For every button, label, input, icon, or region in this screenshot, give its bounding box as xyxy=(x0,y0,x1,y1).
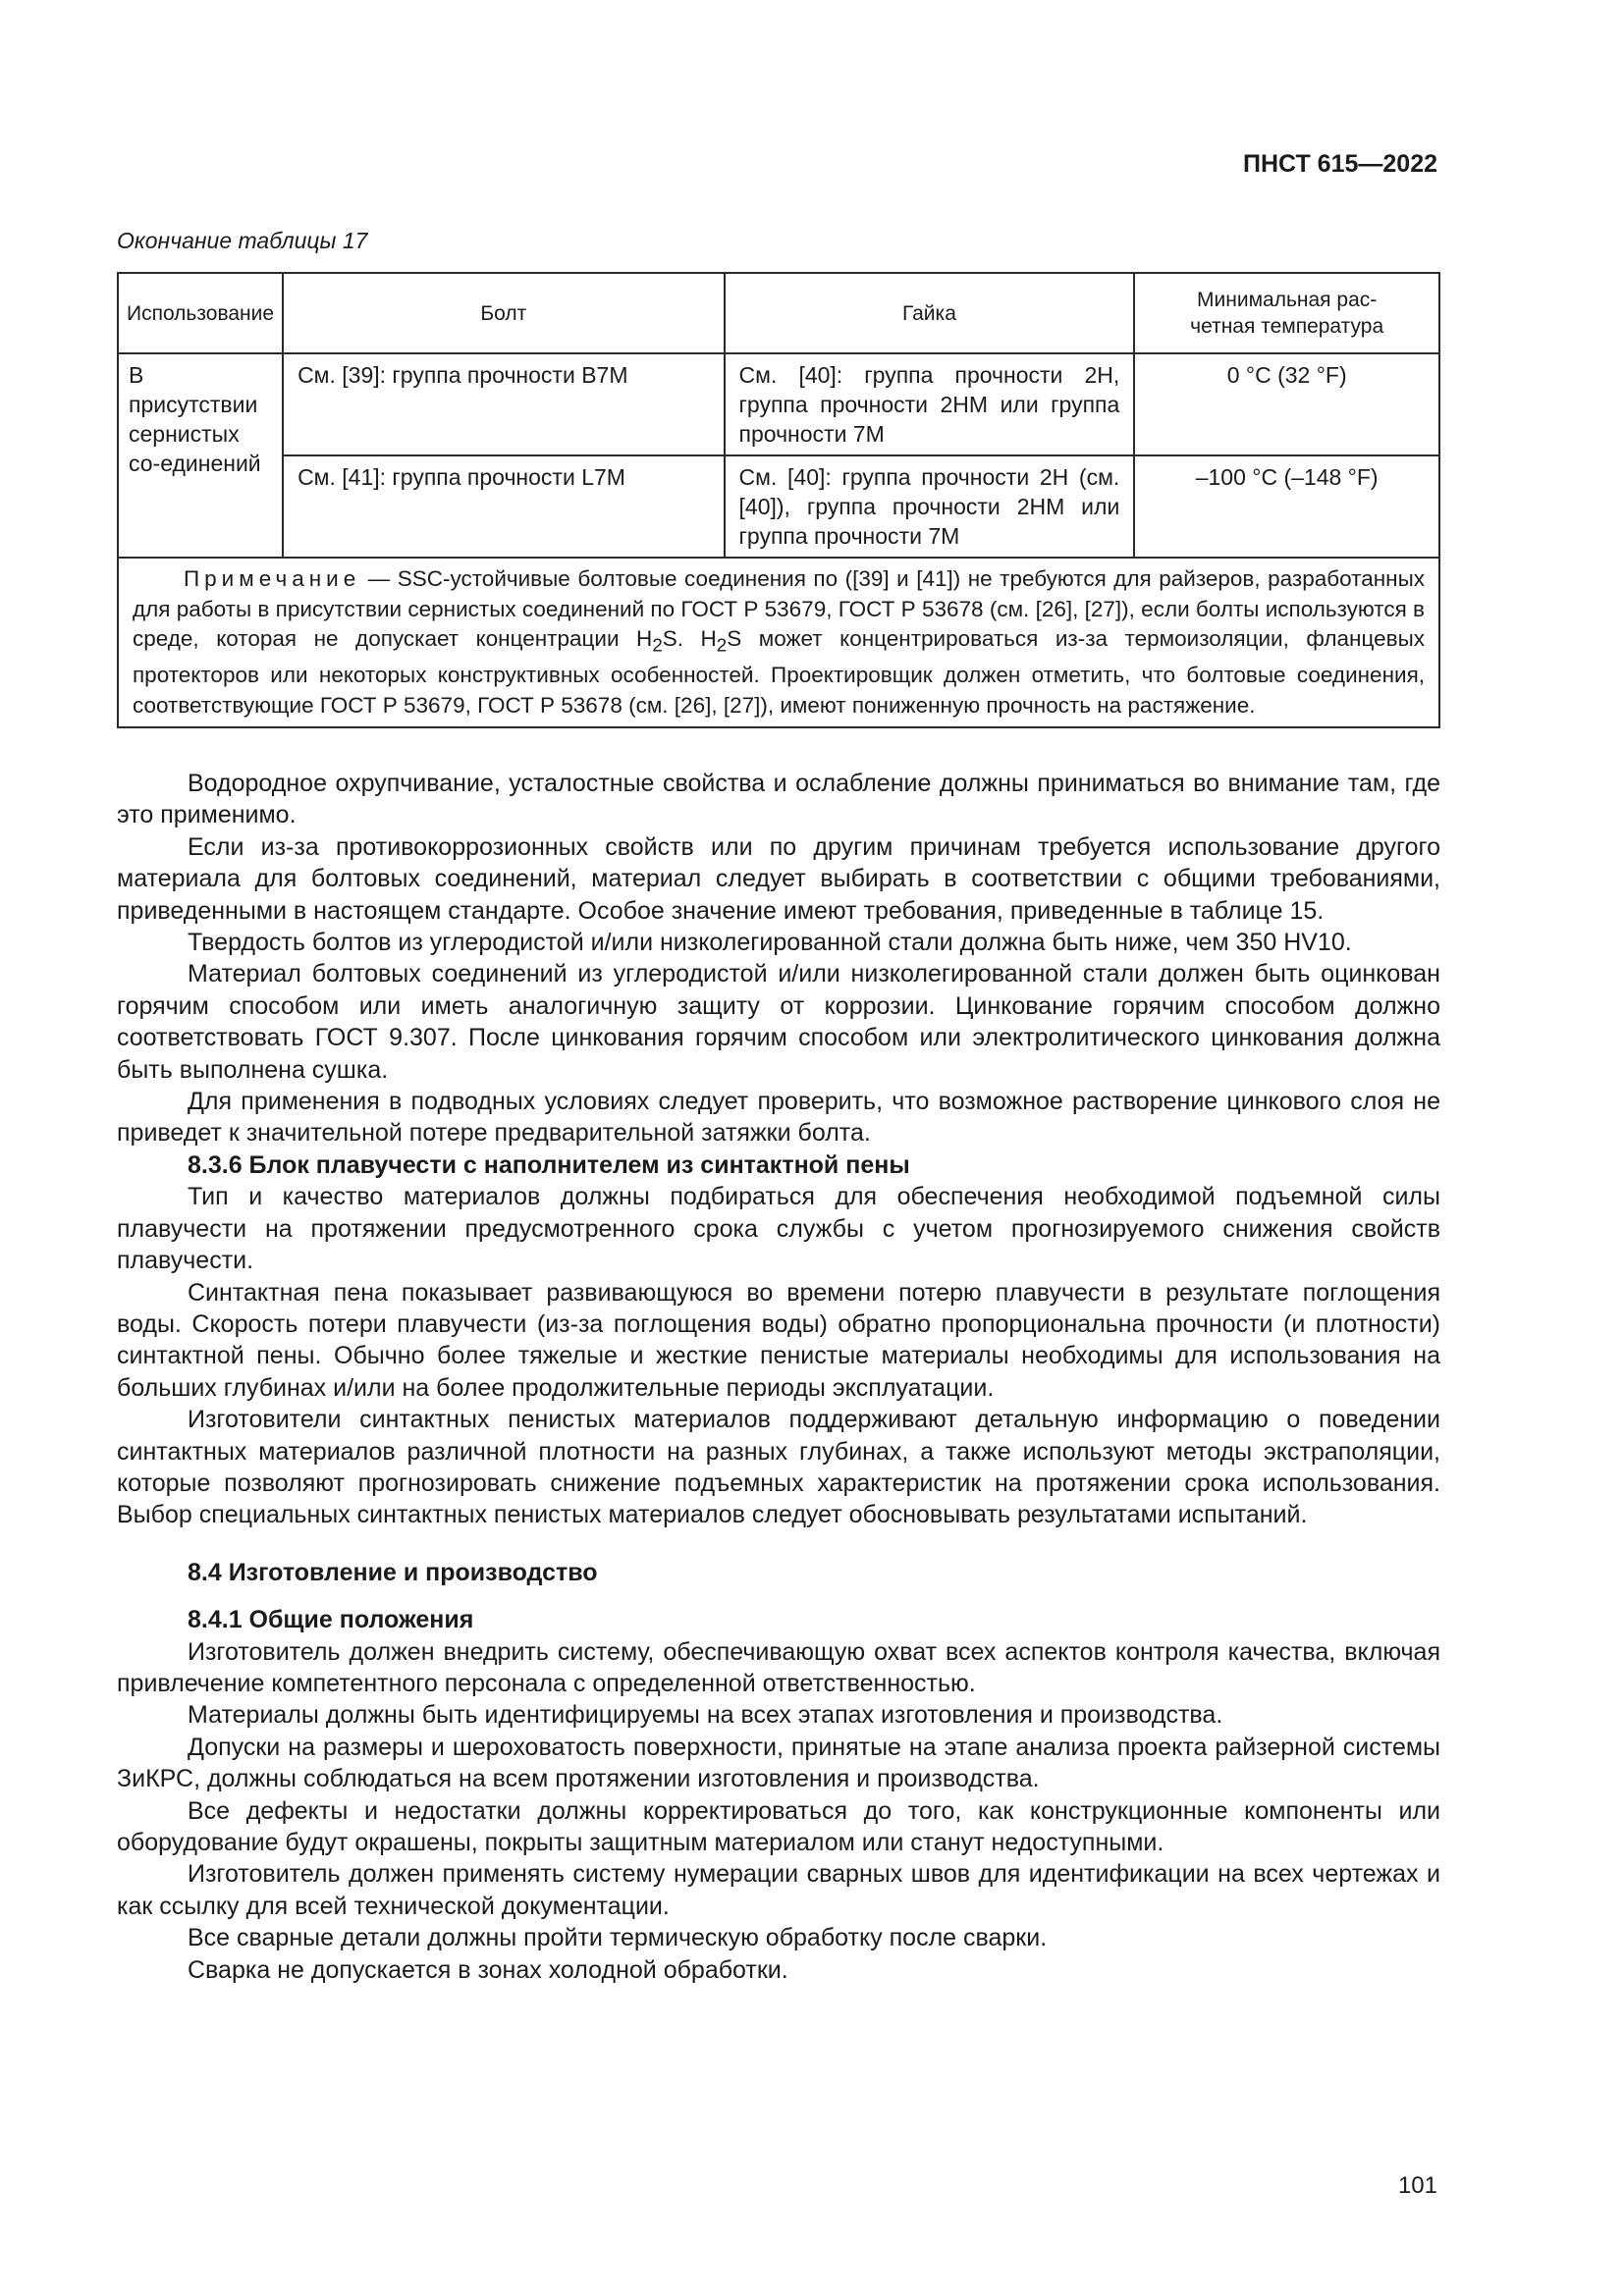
document-code: ПНСТ 615—2022 xyxy=(1243,150,1437,178)
note-label: Примечание xyxy=(184,566,361,591)
paragraph: Синтактная пена показывает развивающуюся во времени потерю плавучести в результате поглощения воды. Скорость потери плавучести (из-за поглощения воды) обратно пропорциональна прочности (и плотности) синтактной пены. Обычно более тяжелые и жесткие пенистые материалы необходимы для использования на больших глубинах и/или на более продолжительные периоды эксплуатации. xyxy=(117,1278,1440,1402)
note-subscript: 2 xyxy=(652,634,663,656)
paragraph: Изготовитель должен внедрить систему, обеспечивающую охват всех аспектов контроля качества, включая привлечение компетентного персонала с определенной ответственностью. xyxy=(117,1637,1440,1697)
note-text-b: S. H xyxy=(662,626,717,651)
table-caption: Окончание таблицы 17 xyxy=(117,228,368,253)
paragraph: Водородное охрупчивание, усталостные свойства и ослабление должны приниматься во внимание там, где это применимо. xyxy=(117,770,1440,829)
table-row xyxy=(118,353,1439,455)
nut-cell: См. [40]: группа прочности 2Н, группа прочности 2НМ или группа прочности 7М xyxy=(725,353,1135,455)
table-note xyxy=(118,558,1439,727)
note-text-a: — SSC-устойчивые болтовые соединения по ([39] и [41]) не требуются для райзеров, разработанных для работы в присутствии сернистых соединений по ГОСТ Р 53679, ГОСТ Р 53678 (см. [26], [27]), если болты используются в среде, которая не допускает концентрации H xyxy=(133,566,1425,651)
paragraph: Изготовитель должен применять систему нумерации сварных швов для идентификации на всех чертежах и как ссылку для всей технической документации. xyxy=(117,1860,1440,1920)
bolt-cell: См. [41]: группа прочности L7M xyxy=(283,455,724,558)
paragraph: Допуски на размеры и шероховатость поверхности, принятые на этапе анализа проекта райзерной системы ЗиКРС, должны соблюдаться на всем протяжении изготовления и производства. xyxy=(117,1733,1440,1793)
temperature-cell: 0 °С (32 °F) xyxy=(1134,353,1439,455)
paragraph: Для применения в подводных условиях следует проверить, что возможное растворение цинкового слоя не приведет к значительной потере предварительной затяжки болта. xyxy=(117,1088,1440,1148)
bolt-cell: См. [39]: группа прочности В7М xyxy=(283,353,724,455)
usage-cell: В присутствии сернистых со-единений xyxy=(118,353,283,558)
paragraph: Тип и качество материалов должны подбираться для обеспечения необходимой подъемной силы плавучести на протяжении предусмотренного срока службы с учетом прогнозируемого снижения свойств плавучести. xyxy=(117,1183,1440,1275)
paragraph: Все дефекты и недостатки должны корректироваться до того, как конструкционные компоненты или оборудование будут окрашены, покрыты защитным материалом или станут недоступными. xyxy=(117,1796,1440,1856)
table-header-row xyxy=(118,273,1439,353)
table-row xyxy=(118,455,1439,558)
paragraph: Все сварные детали должны пройти термическую обработку после сварки. xyxy=(188,1924,1048,1952)
paragraph: Сварка не допускается в зонах холодной обработки. xyxy=(188,1955,788,1984)
column-header-min-temp: Минимальная рас- четная температура xyxy=(1134,273,1439,353)
section-heading-8-4-1: 8.4.1 Общие положения xyxy=(188,1606,474,1634)
page-number: 101 xyxy=(1397,2172,1437,2199)
nut-cell: См. [40]: группа прочности 2Н (см. [40]), группа прочности 2НМ или группа прочности 7М xyxy=(725,455,1135,558)
paragraph: Твердость болтов из углеродистой и/или низколегированной стали должна быть ниже, чем 350 HV10. xyxy=(188,929,1352,957)
paragraph: Материалы должны быть идентифицируемы на всех этапах изготовления и производства. xyxy=(188,1701,1223,1730)
note-text-c: S может концентрироваться из-за термоизоляции, фланцевых протекторов или некоторых конструктивных особенностей. Проектировщик должен отметить, что болтовые соединения, соответствующие ГОСТ Р 53679, ГОСТ Р 53678 (см. [26], [27]), имеют пониженную прочность на растяжение. xyxy=(133,626,1425,718)
paragraph: Если из-за противокоррозионных свойств или по другим причинам требуется использование другого материала для болтовых соединений, материал следует выбирать в соответствии с общими требованиями, приведенными в настоящем стандарте. Особое значение имеют требования, приведенные в таблице 15. xyxy=(117,832,1440,925)
bolt-table xyxy=(117,272,1440,728)
note-subscript: 2 xyxy=(716,634,728,656)
column-header-bolt: Болт xyxy=(283,273,724,353)
paragraph: Изготовители синтактных пенистых материалов поддерживают детальную информацию о поведении синтактных материалов различной плотности на разных глубинах, а также используют методы экстраполяции, которые позволяют прогнозировать снижение подъемных характеристик на протяжении срока использования. Выбор специальных синтактных пенистых материалов следует обосновывать результатами испытаний. xyxy=(117,1406,1440,1529)
column-header-nut: Гайка xyxy=(725,273,1135,353)
section-heading-8-4: 8.4 Изготовление и производство xyxy=(188,1558,598,1586)
body-text xyxy=(117,768,1440,1986)
paragraph: Материал болтовых соединений из углеродистой и/или низколегированной стали должен быть оцинкован горячим способом или иметь аналогичную защиту от коррозии. Цинкование горячим способом должно соответствовать ГОСТ 9.307. После цинкования горячим способом или электролитического цинкования должна быть выполнена сушка. xyxy=(117,960,1440,1084)
column-header-usage: Использование xyxy=(118,273,283,353)
table-note-row xyxy=(118,558,1439,727)
section-heading-8-3-6: 8.3.6 Блок плавучести с наполнителем из синтактной пены xyxy=(188,1150,910,1179)
temperature-cell: –100 °С (–148 °F) xyxy=(1134,455,1439,558)
